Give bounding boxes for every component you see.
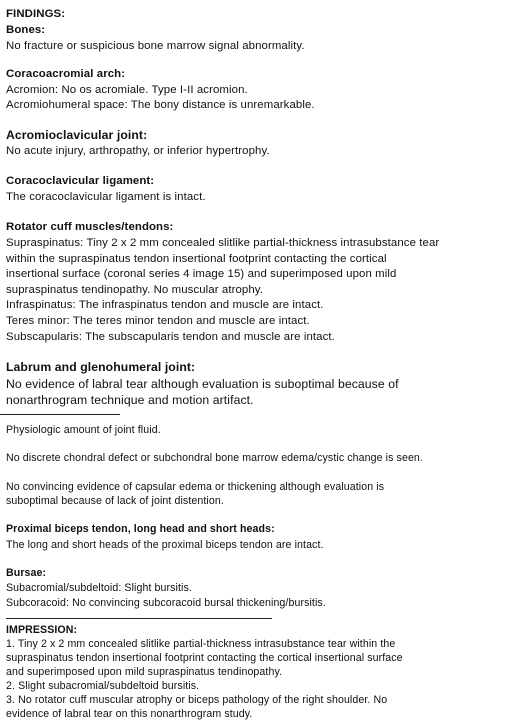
- chondral-text: No discrete chondral defect or subchondral bone marrow edema/cystic change is seen.: [6, 452, 423, 464]
- impression-line: supraspinatus tendon insertional footprint contacting the cortical insertional surface: [6, 652, 403, 664]
- teres-minor-text: Teres minor: The teres minor tendon and muscle are intact.: [6, 315, 310, 327]
- cc-ligament-text: The coracoclavicular ligament is intact.: [6, 191, 206, 203]
- impression-line: 3. No rotator cuff muscular atrophy or biceps pathology of the right shoulder. No: [6, 694, 388, 706]
- rotator-cuff-line: within the supraspinatus tendon insertional footprint contacting the cortical: [6, 253, 387, 265]
- labrum-text: nonarthrogram technique and motion artifact.: [6, 393, 254, 407]
- ac-joint-text: No acute injury, arthropathy, or inferior hypertrophy.: [6, 145, 270, 157]
- subscapularis-text: Subscapularis: The subscapularis tendon and muscle are intact.: [6, 331, 335, 343]
- subacromial-text: Subacromial/subdeltoid: Slight bursitis.: [6, 582, 192, 594]
- bones-heading: Bones:: [6, 24, 46, 36]
- labrum-text: No evidence of labral tear although evaluation is suboptimal because of: [6, 377, 399, 391]
- rotator-cuff-line: Supraspinatus: Tiny 2 x 2 mm concealed slitlike partial-thickness intrasubstance tear: [6, 237, 440, 249]
- capsule-text: No convincing evidence of capsular edema or thickening although evaluation is: [6, 481, 385, 493]
- labrum-heading: Labrum and glenohumeral joint:: [6, 360, 196, 374]
- rotator-cuff-line: insertional surface (coronal series 4 image 15) and superimposed upon mild: [6, 268, 397, 280]
- findings-title: FINDINGS:: [6, 8, 66, 20]
- coracoacromial-heading: Coracoacromial arch:: [6, 68, 126, 80]
- biceps-text: The long and short heads of the proximal biceps tendon are intact.: [6, 539, 324, 551]
- bursae-heading: Bursae:: [6, 567, 47, 579]
- bones-text: No fracture or suspicious bone marrow signal abnormality.: [6, 40, 305, 52]
- acromion-text: Acromion: No os acromiale. Type I-II acromion.: [6, 84, 248, 96]
- joint-fluid-text: Physiologic amount of joint fluid.: [6, 424, 161, 436]
- impression-line: 1. Tiny 2 x 2 mm concealed slitlike partial-thickness intrasubstance tear within the: [6, 638, 396, 650]
- impression-line: 2. Slight subacromial/subdeltoid bursitis.: [6, 680, 200, 692]
- impression-line: evidence of labral tear on this nonarthrogram study.: [6, 708, 253, 720]
- acromiohumeral-text: Acromiohumeral space: The bony distance is unremarkable.: [6, 99, 315, 111]
- biceps-heading: Proximal biceps tendon, long head and short heads:: [6, 523, 275, 535]
- impression-line: and superimposed upon mild supraspinatus tendinopathy.: [6, 666, 283, 678]
- rotator-cuff-heading: Rotator cuff muscles/tendons:: [6, 221, 174, 233]
- section-divider: [0, 414, 120, 415]
- capsule-text: suboptimal because of lack of joint distention.: [6, 495, 224, 507]
- subcoracoid-text: Subcoracoid: No convincing subcoracoid bursal thickening/bursitis.: [6, 597, 326, 609]
- infraspinatus-text: Infraspinatus: The infraspinatus tendon and muscle are intact.: [6, 299, 324, 311]
- ac-joint-heading: Acromioclavicular joint:: [6, 128, 148, 142]
- impression-title: IMPRESSION:: [6, 624, 78, 636]
- rotator-cuff-line: supraspinatus tendinopathy. No muscular atrophy.: [6, 284, 264, 296]
- impression-divider: [6, 618, 272, 619]
- cc-ligament-heading: Coracoclavicular ligament:: [6, 175, 155, 187]
